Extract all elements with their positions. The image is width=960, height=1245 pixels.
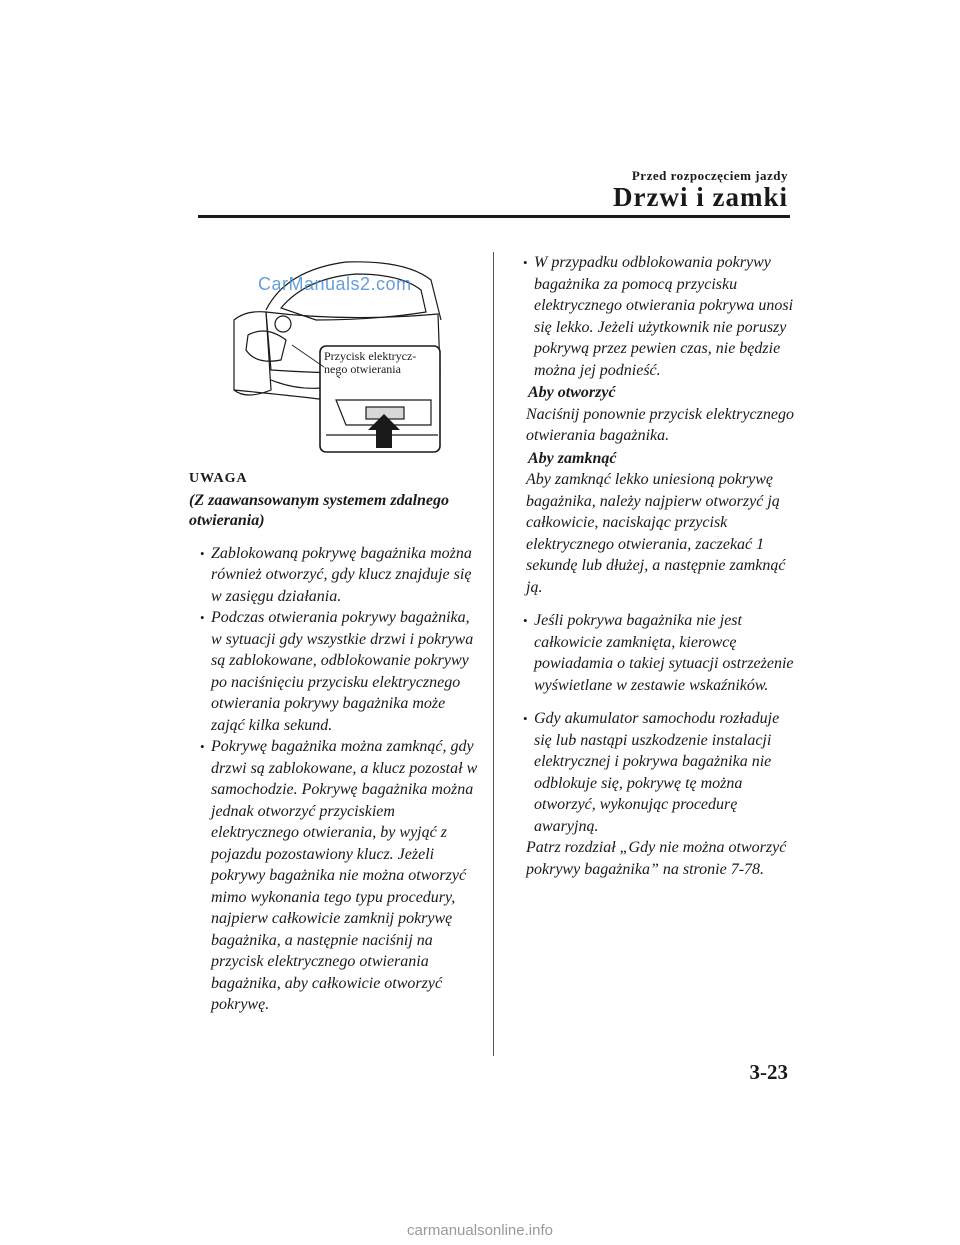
section-header: Przed rozpoczęciem jazdy bbox=[631, 168, 788, 183]
button-callout: Przycisk elektrycz- nego otwierania bbox=[324, 349, 417, 376]
page-title: Drzwi i zamki bbox=[613, 182, 788, 212]
column-divider bbox=[493, 252, 494, 1056]
note-bullet: • Zablokowaną pokrywę bagażnika można również otworzyć, gdy klucz znajduje się w zasięgu działania. bbox=[189, 543, 479, 608]
figure-watermark: CarManuals2.com bbox=[258, 274, 412, 294]
reference-text: Patrz rozdział „Gdy nie można otworzyć pokrywy bagażnika” na stronie 7-78. bbox=[526, 839, 787, 878]
page-number: 3-23 bbox=[749, 1060, 788, 1084]
footer-watermark: carmanualsonline.info bbox=[407, 1222, 553, 1239]
note-bullet: • Jeśli pokrywa bagażnika nie jest całkowicie zamknięta, kierowcę powiadamia o takiej sytuacji ostrzeżenie wyświetlane w zestawie wskaźników. bbox=[512, 610, 794, 696]
close-text: Aby zamknąć lekko uniesioną pokrywę bagażnika, należy najpierw otworzyć ją całkowicie, naciskając przycisk elektrycznego otwierania, zaczekać 1 sekundę lub dłużej, a następnie zamknąć ją. bbox=[526, 471, 786, 596]
open-heading: Aby otworzyć bbox=[528, 384, 616, 401]
note-bullet: • W przypadku odblokowania pokrywy bagażnika za pomocą przycisku elektrycznego otwierania pokrywa unosi się lekko. Jeżeli użytkownik nie poruszy pokrywą przez pewien czas, nie będzie można jej podnieść. bbox=[512, 252, 794, 381]
note-bullet: • Podczas otwierania pokrywy bagażnika, w sytuacji gdy wszystkie drzwi i pokrywa są zablokowane, odblokowanie pokrywy po naciśnięciu przycisku elektrycznego otwierania pokrywy bagażnika może zająć kilka sekund. bbox=[189, 607, 479, 736]
car-body-left bbox=[234, 312, 271, 395]
tail-light-left bbox=[246, 331, 286, 361]
open-text: Naciśnij ponownie przycisk elektrycznego otwierania bagażnika. bbox=[526, 405, 794, 444]
emblem bbox=[275, 316, 291, 332]
note-title: UWAGA bbox=[189, 471, 248, 486]
note-bullet: • Pokrywę bagażnika można zamknąć, gdy drzwi są zablokowane, a klucz pozostał w samochodzie. Pokrywę bagażnika można jednak otworzyć przyciskiem elektrycznego otwierania, by wyjąć z pojazdu pozostawiony klucz. Jeżeli pokrywy bagażnika nie można otworzyć mimo wykonania tego typu procedury, najpierw całkowicie zamknij pokrywę bagażnika, a następnie naciśnij na przycisk elektrycznego otwierania bagażnika, aby całkowicie otworzyć pokrywę. bbox=[189, 736, 479, 1016]
note-bullet: • Gdy akumulator samochodu rozładuje się lub nastąpi uszkodzenie instalacji elektrycznej i pokrywa bagażnika nie odblokuje się, pokrywę tę można otworzyć, wykonując procedurę awaryjną. bbox=[512, 708, 794, 837]
note-subtitle: (Z zaawansowanym systemem zdalnego otwierania) bbox=[189, 491, 450, 529]
close-heading: Aby zamknąć bbox=[528, 449, 617, 467]
right-column bbox=[512, 252, 794, 880]
trim-line bbox=[271, 380, 321, 388]
header-rule bbox=[198, 215, 790, 218]
left-column bbox=[189, 468, 479, 1016]
